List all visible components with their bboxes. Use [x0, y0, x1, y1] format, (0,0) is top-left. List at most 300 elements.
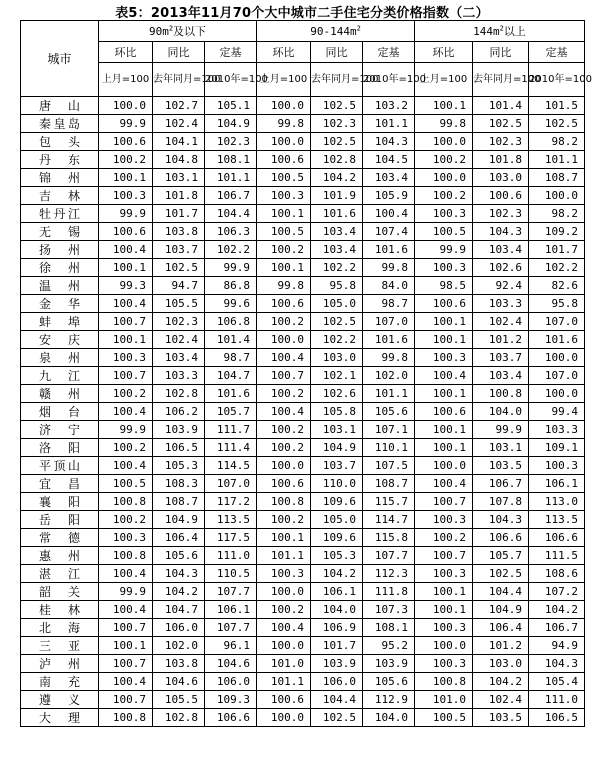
index-value: 102.4: [153, 115, 205, 133]
index-value: 100.3: [415, 511, 473, 529]
index-value: 100.1: [99, 331, 153, 349]
city-name: 金华: [21, 295, 99, 313]
index-value: 100.5: [257, 223, 311, 241]
index-value: 103.0: [473, 169, 529, 187]
index-value: 100.7: [257, 367, 311, 385]
index-value: 107.3: [363, 601, 415, 619]
index-value: 111.0: [205, 547, 257, 565]
index-value: 103.5: [473, 457, 529, 475]
city-name: 三亚: [21, 637, 99, 655]
city-name: 泉州: [21, 349, 99, 367]
index-value: 100.1: [257, 259, 311, 277]
index-value: 105.7: [473, 547, 529, 565]
index-value: 107.1: [363, 421, 415, 439]
index-value: 111.7: [205, 421, 257, 439]
index-value: 102.5: [473, 115, 529, 133]
index-value: 100.1: [257, 529, 311, 547]
index-value: 102.4: [473, 313, 529, 331]
index-value: 114.5: [205, 457, 257, 475]
index-value: 104.3: [153, 565, 205, 583]
index-value: 111.8: [363, 583, 415, 601]
index-value: 102.2: [529, 259, 585, 277]
index-value: 106.4: [153, 529, 205, 547]
index-value: 108.6: [529, 565, 585, 583]
index-value: 95.8: [529, 295, 585, 313]
index-value: 106.0: [153, 619, 205, 637]
sub-header-fixed-base: 定基: [363, 42, 415, 63]
index-value: 99.4: [529, 403, 585, 421]
index-value: 100.4: [99, 241, 153, 259]
index-value: 100.2: [99, 151, 153, 169]
table-row: [21, 529, 585, 547]
index-value: 100.0: [257, 457, 311, 475]
table-row: [21, 475, 585, 493]
index-value: 104.0: [363, 709, 415, 727]
index-value: 100.3: [415, 205, 473, 223]
index-value: 117.2: [205, 493, 257, 511]
index-value: 105.5: [153, 691, 205, 709]
index-value: 82.6: [529, 277, 585, 295]
index-value: 102.5: [473, 565, 529, 583]
table-row: [21, 115, 585, 133]
index-value: 102.3: [311, 115, 363, 133]
index-value: 103.4: [473, 241, 529, 259]
index-value: 101.1: [257, 673, 311, 691]
index-value: 104.4: [205, 205, 257, 223]
index-value: 101.8: [153, 187, 205, 205]
index-value: 98.7: [205, 349, 257, 367]
index-value: 109.1: [529, 439, 585, 457]
index-value: 104.6: [153, 673, 205, 691]
index-value: 111.5: [529, 547, 585, 565]
base-header-fixed-base: 2010年=100: [529, 63, 585, 97]
table-row: [21, 223, 585, 241]
index-value: 106.8: [205, 313, 257, 331]
index-value: 103.8: [153, 655, 205, 673]
index-value: 108.3: [153, 475, 205, 493]
base-header-mom: 上月=100: [257, 63, 311, 97]
index-value: 105.5: [153, 295, 205, 313]
index-value: 100.6: [257, 151, 311, 169]
index-value: 100.1: [99, 259, 153, 277]
index-value: 103.4: [311, 223, 363, 241]
index-value: 103.2: [363, 97, 415, 115]
index-value: 104.9: [473, 601, 529, 619]
city-name: 无锡: [21, 223, 99, 241]
city-name: 秦皇岛: [21, 115, 99, 133]
index-value: 100.7: [415, 547, 473, 565]
index-value: 100.2: [257, 439, 311, 457]
index-value: 100.0: [529, 349, 585, 367]
table-row: [21, 673, 585, 691]
index-value: 103.3: [473, 295, 529, 313]
sub-header-fixed-base: 定基: [205, 42, 257, 63]
index-value: 109.3: [205, 691, 257, 709]
index-value: 113.5: [205, 511, 257, 529]
city-name: 宜昌: [21, 475, 99, 493]
index-value: 102.3: [473, 205, 529, 223]
index-value: 100.3: [99, 187, 153, 205]
city-name: 吉林: [21, 187, 99, 205]
index-value: 101.6: [363, 241, 415, 259]
index-value: 101.6: [363, 331, 415, 349]
sub-header-fixed-base: 定基: [529, 42, 585, 63]
index-value: 100.0: [257, 709, 311, 727]
index-value: 100.3: [257, 565, 311, 583]
table-row: [21, 367, 585, 385]
index-value: 100.3: [415, 655, 473, 673]
index-value: 100.2: [257, 241, 311, 259]
index-value: 100.1: [415, 601, 473, 619]
index-value: 100.8: [99, 709, 153, 727]
index-value: 113.0: [529, 493, 585, 511]
index-value: 100.7: [99, 655, 153, 673]
index-value: 102.5: [311, 97, 363, 115]
city-name: 蚌埠: [21, 313, 99, 331]
index-value: 100.0: [529, 187, 585, 205]
index-value: 108.1: [363, 619, 415, 637]
index-value: 100.2: [99, 385, 153, 403]
city-name: 徐州: [21, 259, 99, 277]
index-value: 99.9: [415, 241, 473, 259]
table-row: [21, 295, 585, 313]
index-value: 99.8: [257, 277, 311, 295]
index-value: 107.2: [529, 583, 585, 601]
table-row: [21, 709, 585, 727]
index-value: 106.9: [311, 619, 363, 637]
index-value: 102.3: [473, 133, 529, 151]
index-value: 99.8: [363, 259, 415, 277]
index-value: 104.3: [363, 133, 415, 151]
index-value: 100.4: [99, 457, 153, 475]
index-value: 100.3: [415, 565, 473, 583]
table-row: [21, 421, 585, 439]
index-value: 101.1: [363, 385, 415, 403]
index-value: 102.5: [311, 313, 363, 331]
index-value: 99.8: [363, 349, 415, 367]
table-row: [21, 133, 585, 151]
city-name: 惠州: [21, 547, 99, 565]
table-row: [21, 565, 585, 583]
index-value: 102.6: [473, 259, 529, 277]
index-value: 100.0: [257, 133, 311, 151]
index-value: 100.6: [257, 691, 311, 709]
index-value: 104.3: [473, 511, 529, 529]
index-value: 107.0: [205, 475, 257, 493]
index-value: 100.4: [99, 565, 153, 583]
index-value: 100.1: [415, 583, 473, 601]
sub-header-yoy: 同比: [473, 42, 529, 63]
index-value: 102.5: [311, 133, 363, 151]
index-value: 100.2: [257, 601, 311, 619]
index-value: 95.8: [311, 277, 363, 295]
index-value: 104.0: [311, 601, 363, 619]
index-value: 98.2: [529, 205, 585, 223]
index-value: 86.8: [205, 277, 257, 295]
index-value: 115.8: [363, 529, 415, 547]
index-value: 102.5: [311, 709, 363, 727]
index-value: 104.4: [311, 691, 363, 709]
index-value: 106.5: [153, 439, 205, 457]
index-value: 106.7: [529, 619, 585, 637]
index-value: 105.0: [311, 295, 363, 313]
index-value: 107.8: [473, 493, 529, 511]
table-row: [21, 457, 585, 475]
city-name: 烟台: [21, 403, 99, 421]
index-value: 100.2: [257, 421, 311, 439]
index-value: 94.7: [153, 277, 205, 295]
index-value: 99.9: [205, 259, 257, 277]
index-value: 99.9: [99, 115, 153, 133]
city-name: 桂林: [21, 601, 99, 619]
index-value: 100.7: [99, 691, 153, 709]
index-value: 103.9: [153, 421, 205, 439]
index-value: 100.1: [99, 169, 153, 187]
index-value: 101.1: [257, 547, 311, 565]
index-value: 104.2: [473, 673, 529, 691]
index-value: 100.6: [257, 295, 311, 313]
index-value: 99.9: [99, 421, 153, 439]
base-header-yoy: 去年同月=100: [153, 63, 205, 97]
index-value: 100.5: [415, 223, 473, 241]
index-value: 104.0: [473, 403, 529, 421]
index-value: 110.5: [205, 565, 257, 583]
index-value: 102.5: [529, 115, 585, 133]
city-name: 常德: [21, 529, 99, 547]
index-value: 95.2: [363, 637, 415, 655]
index-value: 114.7: [363, 511, 415, 529]
index-value: 100.3: [99, 349, 153, 367]
index-value: 100.4: [99, 673, 153, 691]
index-value: 100.2: [257, 385, 311, 403]
index-value: 102.8: [311, 151, 363, 169]
city-name: 南充: [21, 673, 99, 691]
index-value: 100.4: [99, 295, 153, 313]
index-value: 100.2: [99, 511, 153, 529]
index-value: 106.1: [311, 583, 363, 601]
index-value: 105.0: [311, 511, 363, 529]
index-value: 105.6: [153, 547, 205, 565]
index-value: 84.0: [363, 277, 415, 295]
table-row: [21, 331, 585, 349]
index-value: 107.0: [529, 313, 585, 331]
sub-header-mom: 环比: [99, 42, 153, 63]
index-value: 100.7: [99, 367, 153, 385]
index-value: 101.2: [473, 331, 529, 349]
index-value: 106.1: [205, 601, 257, 619]
index-value: 108.7: [153, 493, 205, 511]
index-value: 100.2: [415, 187, 473, 205]
index-value: 102.5: [153, 259, 205, 277]
index-value: 106.0: [205, 673, 257, 691]
index-value: 103.8: [153, 223, 205, 241]
index-value: 111.4: [205, 439, 257, 457]
index-value: 99.9: [99, 205, 153, 223]
city-name: 赣州: [21, 385, 99, 403]
index-value: 100.3: [257, 187, 311, 205]
index-value: 107.0: [529, 367, 585, 385]
index-value: 99.3: [99, 277, 153, 295]
index-value: 100.6: [99, 133, 153, 151]
index-value: 109.2: [529, 223, 585, 241]
price-index-table: [20, 20, 592, 727]
index-value: 100.4: [99, 403, 153, 421]
index-value: 103.7: [473, 349, 529, 367]
index-value: 100.8: [99, 547, 153, 565]
table-row: [21, 349, 585, 367]
index-value: 106.2: [153, 403, 205, 421]
city-name: 济宁: [21, 421, 99, 439]
city-name: 丹东: [21, 151, 99, 169]
index-value: 100.6: [415, 403, 473, 421]
index-value: 101.1: [363, 115, 415, 133]
index-value: 101.6: [311, 205, 363, 223]
table-row: [21, 259, 585, 277]
city-name: 泸州: [21, 655, 99, 673]
index-value: 100.6: [473, 187, 529, 205]
sub-header-yoy: 同比: [153, 42, 205, 63]
index-value: 101.6: [529, 331, 585, 349]
index-value: 101.8: [473, 151, 529, 169]
group-header-medium: $90-144m^2$: [257, 21, 415, 42]
table-row: [21, 619, 585, 637]
index-value: 102.6: [311, 385, 363, 403]
index-value: 105.7: [205, 403, 257, 421]
index-value: 106.0: [311, 673, 363, 691]
index-value: 102.8: [153, 709, 205, 727]
sub-header-yoy: 同比: [311, 42, 363, 63]
table-title: 表5：2013年11月70个大中城市二手住宅分类价格指数（二）: [115, 6, 489, 21]
index-value: 100.6: [99, 223, 153, 241]
sub-header-mom: 环比: [257, 42, 311, 63]
index-value: 115.7: [363, 493, 415, 511]
index-value: 101.4: [205, 331, 257, 349]
index-value: 100.6: [257, 475, 311, 493]
index-value: 100.2: [415, 151, 473, 169]
index-value: 104.2: [153, 583, 205, 601]
index-value: 100.1: [415, 313, 473, 331]
table-row: [21, 313, 585, 331]
table-row: [21, 655, 585, 673]
table-row: [21, 385, 585, 403]
table-row: [21, 511, 585, 529]
index-value: 100.1: [257, 205, 311, 223]
index-value: 103.7: [311, 457, 363, 475]
base-header-fixed-base: 2010年=100: [363, 63, 415, 97]
base-header-yoy: 去年同月=100: [311, 63, 363, 97]
index-value: 103.1: [311, 421, 363, 439]
index-value: 100.0: [257, 331, 311, 349]
index-value: 104.3: [473, 223, 529, 241]
index-value: 108.7: [363, 475, 415, 493]
index-value: 100.0: [415, 637, 473, 655]
index-value: 106.4: [473, 619, 529, 637]
index-value: 98.7: [363, 295, 415, 313]
index-value: 100.4: [99, 601, 153, 619]
index-value: 102.8: [153, 385, 205, 403]
index-value: 101.6: [205, 385, 257, 403]
table-row: [21, 583, 585, 601]
city-name: 唐山: [21, 97, 99, 115]
index-value: 112.3: [363, 565, 415, 583]
index-value: 103.3: [153, 367, 205, 385]
index-value: 99.9: [99, 583, 153, 601]
index-value: 96.1: [205, 637, 257, 655]
index-value: 100.0: [257, 637, 311, 655]
index-value: 102.3: [153, 313, 205, 331]
city-name: 遵义: [21, 691, 99, 709]
index-value: 102.1: [311, 367, 363, 385]
base-header-mom: 上月=100: [99, 63, 153, 97]
index-value: 103.1: [153, 169, 205, 187]
index-value: 100.8: [99, 493, 153, 511]
index-value: 104.7: [205, 367, 257, 385]
index-value: 117.5: [205, 529, 257, 547]
index-value: 100.0: [529, 385, 585, 403]
city-name: 扬州: [21, 241, 99, 259]
index-value: 100.0: [257, 97, 311, 115]
index-value: 100.6: [415, 295, 473, 313]
index-value: 100.3: [415, 619, 473, 637]
index-value: 105.9: [363, 187, 415, 205]
index-value: 99.8: [257, 115, 311, 133]
index-value: 103.4: [363, 169, 415, 187]
index-value: 104.9: [205, 115, 257, 133]
index-value: 107.0: [363, 313, 415, 331]
index-value: 100.4: [415, 475, 473, 493]
index-value: 105.3: [153, 457, 205, 475]
index-value: 110.0: [311, 475, 363, 493]
city-name: 洛阳: [21, 439, 99, 457]
index-value: 104.9: [311, 439, 363, 457]
index-value: 100.2: [99, 439, 153, 457]
index-value: 105.6: [363, 673, 415, 691]
index-value: 107.7: [363, 547, 415, 565]
index-value: 105.3: [311, 547, 363, 565]
index-value: 103.3: [529, 421, 585, 439]
index-value: 107.5: [363, 457, 415, 475]
index-value: 103.4: [153, 349, 205, 367]
index-value: 106.5: [529, 709, 585, 727]
index-value: 101.7: [311, 637, 363, 655]
table-row: [21, 169, 585, 187]
index-value: 101.9: [311, 187, 363, 205]
index-value: 101.4: [473, 97, 529, 115]
city-name: 韶关: [21, 583, 99, 601]
table-row: [21, 97, 585, 115]
index-value: 100.4: [363, 205, 415, 223]
index-value: 103.4: [473, 367, 529, 385]
index-value: 109.6: [311, 493, 363, 511]
index-value: 113.5: [529, 511, 585, 529]
index-value: 104.5: [363, 151, 415, 169]
index-value: 105.1: [205, 97, 257, 115]
index-value: 102.2: [205, 241, 257, 259]
index-value: 99.6: [205, 295, 257, 313]
index-value: 100.1: [415, 97, 473, 115]
index-value: 98.2: [529, 133, 585, 151]
index-value: 104.2: [311, 565, 363, 583]
index-value: 100.1: [415, 421, 473, 439]
index-value: 104.7: [153, 601, 205, 619]
index-value: 104.2: [529, 601, 585, 619]
index-value: 100.2: [257, 511, 311, 529]
index-value: 99.8: [415, 115, 473, 133]
index-value: 104.2: [311, 169, 363, 187]
index-value: 100.3: [415, 349, 473, 367]
index-value: 100.4: [257, 349, 311, 367]
index-value: 105.8: [311, 403, 363, 421]
